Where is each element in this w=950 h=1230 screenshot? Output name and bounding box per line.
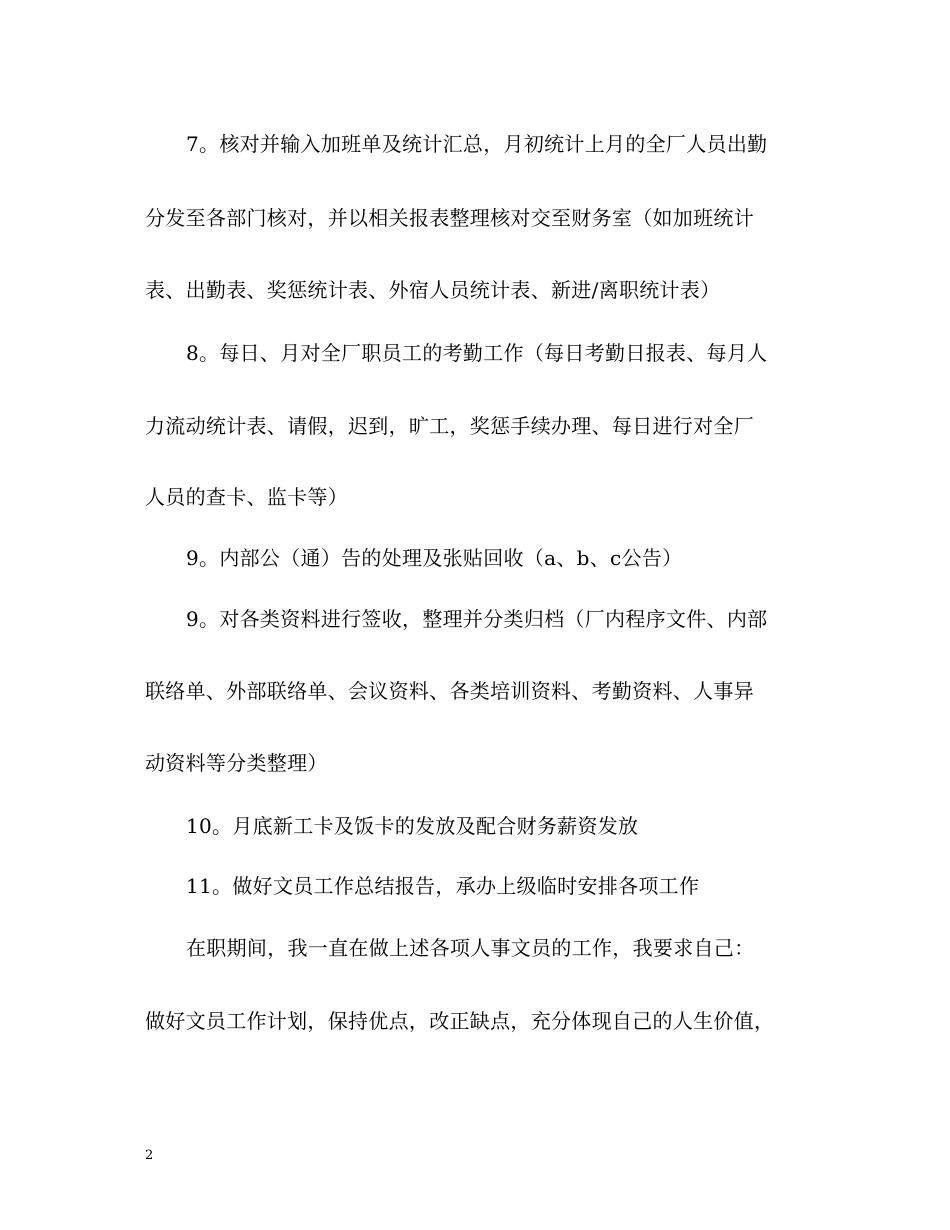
text-line: 人员的查卡、监卡等） <box>145 485 348 509</box>
text-line: 11。做好文员工作总结报告，承办上级临时安排各项工作 <box>186 874 700 898</box>
text-line: 动资料等分类整理） <box>145 751 328 775</box>
text-line: 力流动统计表、请假，迟到，旷工，奖惩手续办理、每日进行对全厂 <box>145 414 754 438</box>
text-line: 9。内部公（通）告的处理及张贴回收（a、b、c公告） <box>186 546 683 570</box>
page-number: 2 <box>145 1148 154 1163</box>
text-line: 8。每日、月对全厂职员工的考勤工作（每日考勤日报表、每月人 <box>186 341 768 365</box>
text-line: 7。核对并输入加班单及统计汇总，月初统计上月的全厂人员出勤 <box>186 132 768 156</box>
text-line: 在职期间，我一直在做上述各项人事文员的工作，我要求自己： <box>186 936 755 960</box>
text-line: 10。月底新工卡及饭卡的发放及配合财务薪资发放 <box>186 814 639 838</box>
text-line: 表、出勤表、奖惩统计表、外宿人员统计表、新进/离职统计表） <box>145 278 721 302</box>
text-line: 分发至各部门核对，并以相关报表整理核对交至财务室（如加班统计 <box>145 206 754 230</box>
text-line: 9。对各类资料进行签收，整理并分类归档（厂内程序文件、内部 <box>186 607 768 631</box>
text-line: 联络单、外部联络单、会议资料、各类培训资料、考勤资料、人事异 <box>145 679 754 703</box>
text-line: 做好文员工作计划，保持优点，改正缺点，充分体现自己的人生价值， <box>145 1009 775 1033</box>
